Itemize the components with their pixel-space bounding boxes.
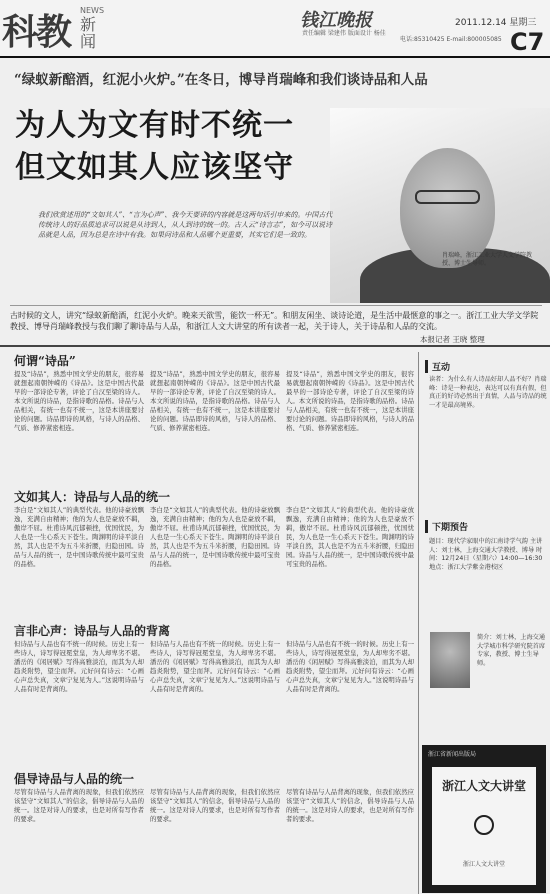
preview-text: 题目：现代学家眼中的江南诗学气韵 主讲人：刘士林，上海交通大学教授、博导 时间：12月24日（星期六）14:00—16:30 地点：浙江大学紫金港校区 xyxy=(429,538,543,571)
body-col-1a: 提及“诗品”，熟悉中国文学史的朋友，很容易就想起南朝钟嵘的《诗品》。这是中国古代最早的一部诗论专著，评论了自汉至梁的诗人。本文所说的诗品，是指诗歌的品格。诗品与人品相关，有统一也有不统一，这是本讲座要讨论的问题。诗品即诗的风格，与诗人的品格、气质、修养紧密相连。 xyxy=(14,370,144,432)
lecture-ad xyxy=(422,745,546,893)
body-col-2a: 李白是“文如其人”的典型代表。他的诗豪放飘逸，充满自由精神；他的为人也是豪放不羁，傲岸不屈。杜甫诗风沉郁顿挫，忧国忧民，为人也是一生心系天下苍生。陶渊明的诗平淡自然，其人也是不为五斗米折腰，归隐田园。诗品与人品的统一，是中国诗歌传统中最可宝贵的品格。 xyxy=(14,506,144,568)
section-sub: 新闻 xyxy=(80,15,97,51)
body-col-3b: 但诗品与人品也有不统一的时候。历史上有一些诗人，诗写得冠冕堂皇，为人却卑劣不堪。潘岳的《闲居赋》写得高雅淡泊，而其为人却趋炎附势，望尘而拜。元好问有诗云：“心画心声总失真，文章宁复见为人。”这说明诗品与人品有时是背离的。 xyxy=(150,640,280,693)
photo-glasses xyxy=(415,190,480,204)
section-title: 科教 xyxy=(2,11,71,53)
intro-paragraph: 我们欣赏述用的“文如其人”、“言为心声”、我今天要讲的内容就是这两句话引申来的。中国古代传统诗人的好品质追求可以说是从诗到人，从人到诗的统一的。古人云“诗言志”，如今可以说诗品就是人品，因为总是在诗中有我。如果问诗品和人品哪个更重要，其实它们是一致的。 xyxy=(38,211,333,239)
body-col-2b: 李白是“文如其人”的典型代表。他的诗豪放飘逸，充满自由精神；他的为人也是豪放不羁，傲岸不屈。杜甫诗风沉郁顿挫，忧国忧民，为人也是一生心系天下苍生。陶渊明的诗平淡自然，其人也是不为五斗米折腰，归隐田园。诗品与人品的统一，是中国诗歌传统中最可宝贵的品格。 xyxy=(150,506,280,568)
speaker-portrait xyxy=(430,632,470,688)
body-col-1c: 提及“诗品”，熟悉中国文学史的朋友，很容易就想起南朝钟嵘的《诗品》。这是中国古代最早的一部诗论专著，评论了自汉至梁的诗人。本文所说的诗品，是指诗歌的品格。诗品与人品相关，有统一也有不统一，这是本讲座要讨论的问题。诗品即诗的风格，与诗人的品格、气质、修养紧密相连。 xyxy=(286,370,414,432)
paper-name: 钱江晚报 xyxy=(300,10,372,31)
issue-date: 2011.12.14 星期三 xyxy=(455,18,537,28)
subhead-1: 何谓“诗品” xyxy=(14,354,76,368)
lede-paragraph: 古时候的文人，讲究“绿蚁新醅酒，红泥小火炉。晚来天欲雪，能饮一杯无”。和朋友闲坐、谈诗论道，是生活中最惬意的事之一。浙江工业大学文学院教授、博导肖瑞峰教授与我们聊了聊诗品与人品，和浙江人文大讲堂的所有读者一起，关于诗人，关于诗品和人品的交流。 xyxy=(10,305,542,332)
ad-title: 浙江人文大讲堂 xyxy=(441,779,526,793)
body-col-3c: 但诗品与人品也有不统一的时候。历史上有一些诗人，诗写得冠冕堂皇，为人却卑劣不堪。潘岳的《闲居赋》写得高雅淡泊，而其为人却趋炎附势，望尘而拜。元好问有诗云：“心画心声总失真，文章宁复见为人。”这说明诗品与人品有时是背离的。 xyxy=(286,640,414,693)
qa-text: 读者：为什么有人诗品好却人品不好？肖瑞峰：诗是一种表达，表达可以有真有假，但真正的好诗必然出于真情，人品与诗品的统一才是最高境界。 xyxy=(429,376,547,409)
qa-title: 互动 xyxy=(425,360,450,373)
subhead-2: 文如其人：诗品与人品的统一 xyxy=(14,490,171,504)
body-col-2c: 李白是“文如其人”的典型代表。他的诗豪放飘逸，充满自由精神；他的为人也是豪放不羁，傲岸不屈。杜甫诗风沉郁顿挫，忧国忧民，为人也是一生心系天下苍生。陶渊明的诗平淡自然，其人也是不为五斗米折腰，归隐田园。诗品与人品的统一，是中国诗歌传统中最可宝贵的品格。 xyxy=(286,506,414,568)
ad-bottom-text: 浙江人文大讲堂 xyxy=(462,861,505,868)
body-col-4a: 尽管有诗品与人品背离的现象，但我们依然应该坚守“文如其人”的信念，倡导诗品与人品的统一。这是对诗人的要求，也是对所有写作者的要求。 xyxy=(14,788,144,823)
page-number: C7 xyxy=(510,28,545,56)
subhead-4: 倡导诗品与人品的统一 xyxy=(14,772,135,786)
kicker: “绿蚁新醅酒，红泥小火炉。”在冬日，博导肖瑞峰和我们谈诗品和人品 xyxy=(14,72,428,88)
body-col-1b: 提及“诗品”，熟悉中国文学史的朋友，很容易就想起南朝钟嵘的《诗品》。这是中国古代最早的一部诗论专著，评论了自汉至梁的诗人。本文所说的诗品，是指诗歌的品格。诗品与人品相关，有统一也有不统一，这是本讲座要讨论的问题。诗品即诗的风格，与诗人的品格、气质、修养紧密相连。 xyxy=(150,370,280,432)
divider xyxy=(0,345,550,347)
contact-info: 电话:85310425 E-mail:800005085 xyxy=(400,36,502,43)
section-en: NEWS xyxy=(80,6,105,15)
headline-line-2: 但文如其人应该坚守 xyxy=(15,150,294,185)
body-col-4b: 尽管有诗品与人品背离的现象，但我们依然应该坚守“文如其人”的信念，倡导诗品与人品的统一。这是对诗人的要求，也是对所有写作者的要求。 xyxy=(150,788,280,823)
portrait-photo xyxy=(330,108,550,303)
headline-line-1: 为人为文有时不统一 xyxy=(15,108,294,143)
body-col-4c: 尽管有诗品与人品背离的现象，但我们依然应该坚守“文如其人”的信念，倡导诗品与人品的统一。这是对诗人的要求，也是对所有写作者的要求。 xyxy=(286,788,414,823)
ad-emblem-icon xyxy=(474,815,494,835)
byline: 本报记者 王晓 整理 xyxy=(420,335,485,344)
ad-card xyxy=(432,767,536,885)
masthead xyxy=(0,0,550,58)
speaker-bio: 简介：刘士林，上海交通大学城市科学研究院首席专家，教授、博士生导师。 xyxy=(477,634,546,667)
body-col-3a: 但诗品与人品也有不统一的时候。历史上有一些诗人，诗写得冠冕堂皇，为人却卑劣不堪。潘岳的《闲居赋》写得高雅淡泊，而其为人却趋炎附势，望尘而拜。元好问有诗云：“心画心声总失真，文章宁复见为人。”这说明诗品与人品有时是背离的。 xyxy=(14,640,144,693)
subhead-3: 言非心声：诗品与人品的背离 xyxy=(14,624,171,638)
photo-caption: 肖瑞峰，浙江工业大学人文学院教授、博士生导师。 xyxy=(442,252,533,267)
photo-face xyxy=(400,148,495,268)
preview-title: 下期预告 xyxy=(425,520,468,533)
editor-info: 责任编辑 梁建伟 版面设计 杨佳 xyxy=(302,30,386,37)
ad-top-text: 浙江省新闻出版局 xyxy=(428,751,477,758)
